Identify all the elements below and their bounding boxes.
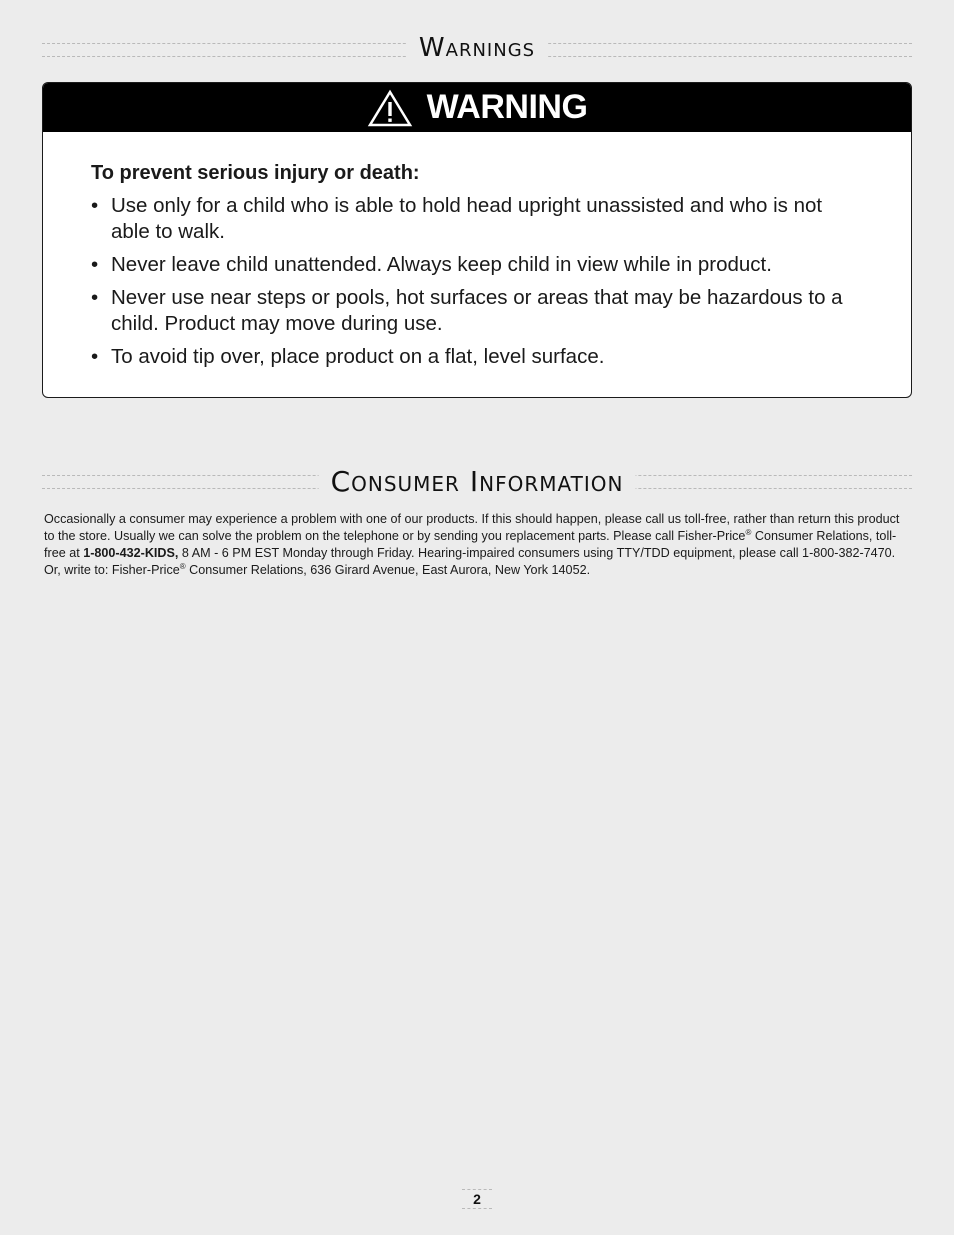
bullet: • — [91, 345, 99, 368]
bullet: • — [91, 253, 99, 276]
warning-item-text: Never leave child unattended. Always keep child in view while in product. — [111, 253, 772, 276]
warning-item — [91, 285, 861, 337]
warning-item — [91, 193, 861, 245]
bullet: • — [91, 194, 99, 217]
warning-banner — [43, 83, 911, 132]
consumer-section-header — [42, 465, 912, 498]
registered-mark: ® — [745, 527, 752, 537]
warning-lead: To prevent serious injury or death: — [91, 162, 420, 184]
phone-number: 1-800-432-KIDS, — [83, 546, 179, 560]
warning-item-text: Never use near steps or pools, hot surfaces or areas that may be hazardous to a child. Product may move during use. — [111, 286, 843, 335]
consumer-section-title: Consumer Information — [319, 467, 636, 497]
warning-item — [91, 252, 861, 278]
warning-item — [91, 344, 861, 370]
registered-mark: ® — [179, 561, 186, 571]
warning-triangle-icon — [367, 89, 413, 127]
warning-banner-label: WARNING — [426, 88, 588, 126]
consumer-information-text — [44, 511, 910, 579]
warnings-section-header — [42, 33, 912, 63]
consumer-text-part: Consumer Relations, 636 Girard Avenue, East Aurora, New York 14052. — [185, 563, 591, 577]
warning-box — [42, 82, 912, 398]
warnings-section-title: Warnings — [407, 33, 547, 63]
warning-item-text: To avoid tip over, place product on a flat, level surface. — [111, 345, 605, 368]
warning-item-text: Use only for a child who is able to hold head upright unassisted and who is not able to walk. — [111, 194, 823, 243]
consumer-text-part: Occasionally a consumer may experience a problem with one of our products. If this should happen, please call us toll-free, rather than return this product to the store. Usually we can solve the problem on the telephone or by sending you replacement parts. Please call Fisher-Price — [44, 512, 900, 543]
bullet: • — [91, 286, 99, 309]
consumer-text-part: 8 AM - 6 PM EST Monday through Friday. Hearing-impaired consumers using TTY/TDD equipment, please call 1-800-382-7470. Or, write to: Fisher-Price — [44, 546, 896, 577]
page-number: 2 — [462, 1189, 492, 1209]
consumer-text-part: Consumer Relations, toll-free at — [44, 529, 897, 560]
warning-list — [91, 193, 861, 370]
warning-body — [43, 132, 911, 370]
